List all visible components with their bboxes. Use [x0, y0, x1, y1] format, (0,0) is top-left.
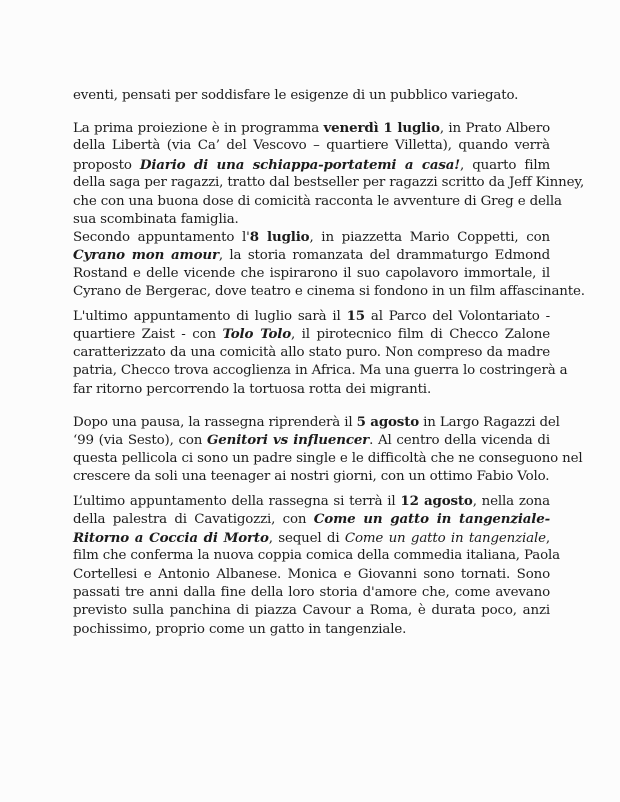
text-line [73, 621, 550, 639]
text-segment: Cortellesi e Antonio Albanese. Monica e Giovanni sono tornati. Sono [73, 566, 550, 582]
text-segment: crescere da soli una teenager ai nostri giorni, con un ottimo Fabio Volo. [73, 469, 550, 485]
text-line [73, 174, 585, 192]
bold-date: 12 agosto [400, 493, 473, 509]
text-line [73, 307, 550, 325]
text-line [73, 566, 550, 584]
paragraph-fourth-screening [73, 413, 583, 487]
text-line [73, 602, 550, 620]
bold-date: 15 [346, 308, 365, 324]
text-segment: caratterizzato da una comicità allo stato puro. Non compreso da madre [73, 344, 550, 360]
text-line [73, 265, 550, 283]
film-title: Diario di una schiappa-portatemi a casa! [139, 156, 461, 173]
paragraph-second-screening [73, 228, 585, 302]
text-line [73, 283, 585, 301]
text-line [73, 211, 550, 229]
text-segment: della Libertà (via Ca’ del Vescovo – quartiere Villetta), quando verrà [73, 138, 550, 154]
text-segment: Rostand e delle vicende che ispirarono il suo capolavoro immortale, il [73, 265, 550, 281]
text-segment: , nella zona [472, 494, 550, 509]
text-segment: patria, Checco trova accoglienza in Africa. Ma una guerra lo costringerà a [73, 363, 568, 379]
paragraph-fifth-screening [73, 492, 560, 639]
film-title: Come un gatto in tangenziale- [313, 511, 550, 528]
text-line [73, 450, 583, 468]
text-segment: , il pirotecnico film di Checco Zalone [291, 327, 550, 343]
text-segment: far ritorno percorrendo la tortuosa rotta dei migranti. [73, 381, 432, 397]
text-segment: film che conferma la nuova coppia comica della commedia italiana, Paola [73, 548, 560, 564]
film-title: Cyrano mon amour [73, 247, 219, 264]
text-segment: Dopo una pausa, la rassegna riprenderà il [73, 415, 357, 430]
text-segment: pochissimo, proprio come un gatto in tangenziale. [73, 621, 407, 637]
text-segment: . Al centro della vicenda di [369, 433, 550, 449]
text-line [73, 413, 560, 431]
text-segment: al Parco del Volontariato - [364, 309, 551, 324]
text-segment: in Largo Ragazzi del [419, 415, 560, 430]
text-line [73, 381, 550, 399]
text-segment: L’ultimo appuntamento della rassegna si terrà il [73, 494, 401, 509]
film-title: Tolo Tolo [222, 326, 291, 343]
text-line [73, 325, 550, 343]
text-line [73, 156, 550, 174]
text-segment: , in piazzetta Mario Coppetti, con [309, 230, 550, 245]
text-line [73, 510, 550, 528]
text-line [73, 468, 550, 486]
text-segment: Cyrano de Bergerac, dove teatro e cinema si fondono in un film affascinante. [73, 284, 585, 300]
text-segment: questa pellicola ci sono un padre single e le difficoltà che ne conseguono nel [73, 450, 583, 466]
text-line [73, 193, 562, 211]
text-segment: , quarto film [460, 157, 551, 173]
text-segment: La prima proiezione è in programma [73, 121, 324, 136]
paragraph-third-screening [73, 307, 568, 399]
text-line [73, 344, 550, 362]
paragraph-intro-tail [73, 87, 550, 105]
text-segment: eventi, pensati per soddisfare le esigenze di un pubblico variegato. [73, 88, 519, 103]
bold-date: 8 luglio [249, 229, 310, 245]
text-line [73, 584, 550, 602]
bold-date: 5 agosto [356, 414, 420, 430]
text-segment: previsto sulla panchina di piazza Cavour a Roma, è durata poco, anzi [73, 603, 550, 619]
text-segment: che con una buona dose di comicità racconta le avventure di Greg e della [73, 193, 562, 209]
text-line [73, 246, 550, 264]
text-segment: , [545, 530, 551, 546]
paragraph-first-screening [73, 119, 585, 229]
italic-text: Come un gatto in tangenziale [344, 530, 546, 546]
text-line [73, 431, 550, 449]
film-title: Genitori vs influencer [206, 432, 370, 449]
text-line [73, 87, 550, 105]
text-segment: della palestra di Cavatigozzi, con [73, 512, 314, 528]
text-line [73, 362, 568, 380]
text-line [73, 529, 550, 547]
text-segment: , in Prato Albero [439, 121, 550, 136]
text-segment: L'ultimo appuntamento di luglio sarà il [73, 309, 347, 324]
text-line [73, 137, 550, 155]
text-segment: quartiere Zaist - con [73, 327, 223, 343]
text-line [73, 228, 550, 246]
bold-date: venerdì 1 luglio [323, 120, 440, 136]
text-line [73, 547, 560, 565]
text-segment: , sequel di [268, 530, 345, 546]
text-segment: sua scombinata famiglia. [73, 211, 239, 227]
text-segment: proposto [73, 157, 140, 173]
text-segment: della saga per ragazzi, tratto dal bestseller per ragazzi scritto da Jeff Kinney, [73, 175, 585, 191]
text-line [73, 492, 550, 510]
text-segment: passati tre anni dalla fine della loro storia d'amore che, come avevano [73, 584, 550, 600]
text-segment: ‘99 (via Sesto), con [73, 433, 207, 449]
film-title: Ritorno a Coccia di Morto [73, 529, 269, 546]
text-segment: Secondo appuntamento l' [73, 230, 250, 245]
text-segment: , la storia romanzata del drammaturgo Edmond [218, 248, 550, 264]
text-line [73, 119, 550, 137]
